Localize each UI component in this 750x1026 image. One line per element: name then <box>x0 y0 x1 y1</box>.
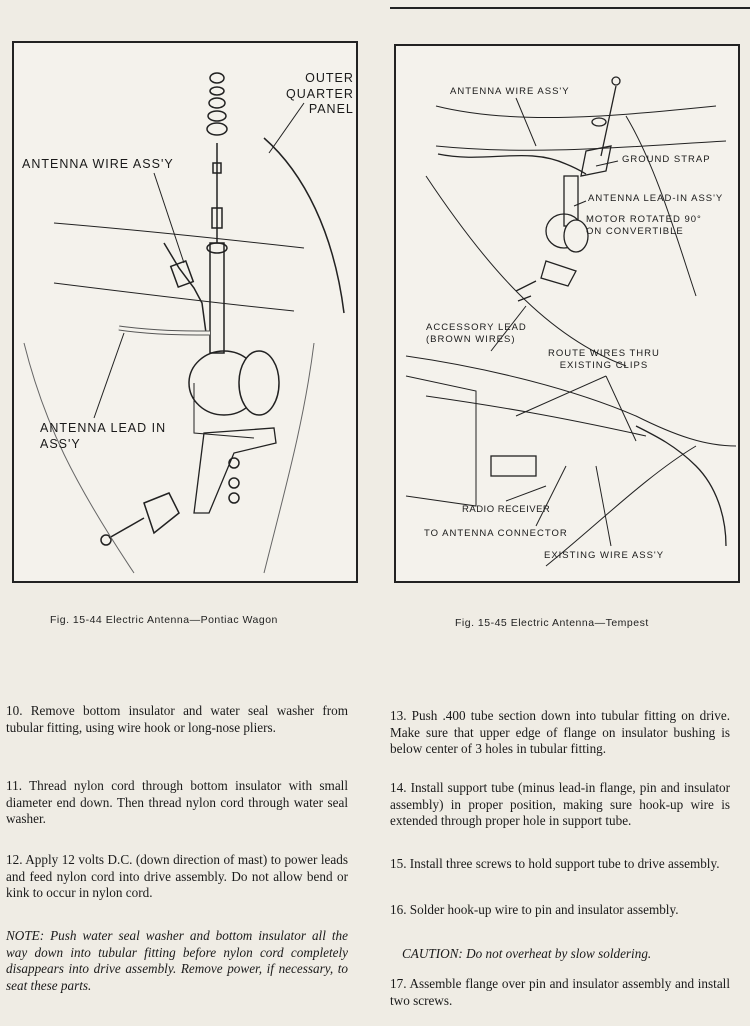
step-14: 14. Install support tube (minus lead-in flange, pin and insulator assembly) in proper position, making sure hook-up wire is extended through proper hole in support tube. <box>390 780 730 828</box>
caution-paragraph: CAUTION: Do not overheat by slow soldering. <box>402 946 652 961</box>
label-route-wires: ROUTE WIRES THRU EXISTING CLIPS <box>548 348 660 371</box>
label-radio-receiver: RADIO RECEIVER <box>462 504 551 515</box>
antenna-wagon-diagram <box>14 43 356 581</box>
label-antenna-lead-in-assy: ANTENNA LEAD IN ASS'Y <box>40 421 167 451</box>
note-paragraph: NOTE: Push water seal washer and bottom insulator all the way down into tubular fitting before nylon cord completely disappears into drive assembly. Remove power, if necessary, to seat these parts. <box>6 928 348 993</box>
top-rule <box>390 7 750 9</box>
label-existing-wire-assy: EXISTING WIRE ASS'Y <box>544 550 665 561</box>
figure-15-44 <box>12 41 358 583</box>
step-15: 15. Install three screws to hold support tube to drive assembly. <box>390 856 720 871</box>
label-accessory-lead: ACCESSORY LEAD (BROWN WIRES) <box>426 322 527 345</box>
step-17: 17. Assemble flange over pin and insulator assembly and install two screws. <box>390 976 730 1008</box>
caption-fig-15-44: Fig. 15-44 Electric Antenna—Pontiac Wagon <box>50 614 278 626</box>
label-antenna-wire-assy: ANTENNA WIRE ASS'Y <box>450 86 570 97</box>
step-11: 11. Thread nylon cord through bottom insulator with small diameter end down. Then thread nylon cord through water seal washer. <box>6 778 348 826</box>
figure-15-45 <box>394 44 740 583</box>
label-to-antenna-connector: TO ANTENNA CONNECTOR <box>424 528 568 539</box>
label-motor-rotated: MOTOR ROTATED 90° ON CONVERTIBLE <box>586 214 702 237</box>
antenna-tempest-diagram <box>396 46 738 581</box>
caption-fig-15-45: Fig. 15-45 Electric Antenna—Tempest <box>455 617 649 629</box>
step-12: 12. Apply 12 volts D.C. (down direction of mast) to power leads and feed nylon cord into drive assembly. Do not allow bend or kink to occur in nylon cord. <box>6 852 348 900</box>
step-13: 13. Push .400 tube section down into tubular fitting on drive. Make sure that upper edge of flange on insulator bushing is below center of 3 holes in tubular fitting. <box>390 708 730 756</box>
step-16: 16. Solder hook-up wire to pin and insulator assembly. <box>390 902 679 917</box>
label-ground-strap: GROUND STRAP <box>622 154 711 165</box>
label-antenna-lead-in-assy: ANTENNA LEAD-IN ASS'Y <box>588 193 724 204</box>
label-outer-quarter-panel: OUTER QUARTER PANEL <box>286 71 354 117</box>
label-antenna-wire-assy: ANTENNA WIRE ASS'Y <box>22 157 174 171</box>
step-10: 10. Remove bottom insulator and water seal washer from tubular fitting, using wire hook or long-nose pliers. <box>6 703 348 735</box>
